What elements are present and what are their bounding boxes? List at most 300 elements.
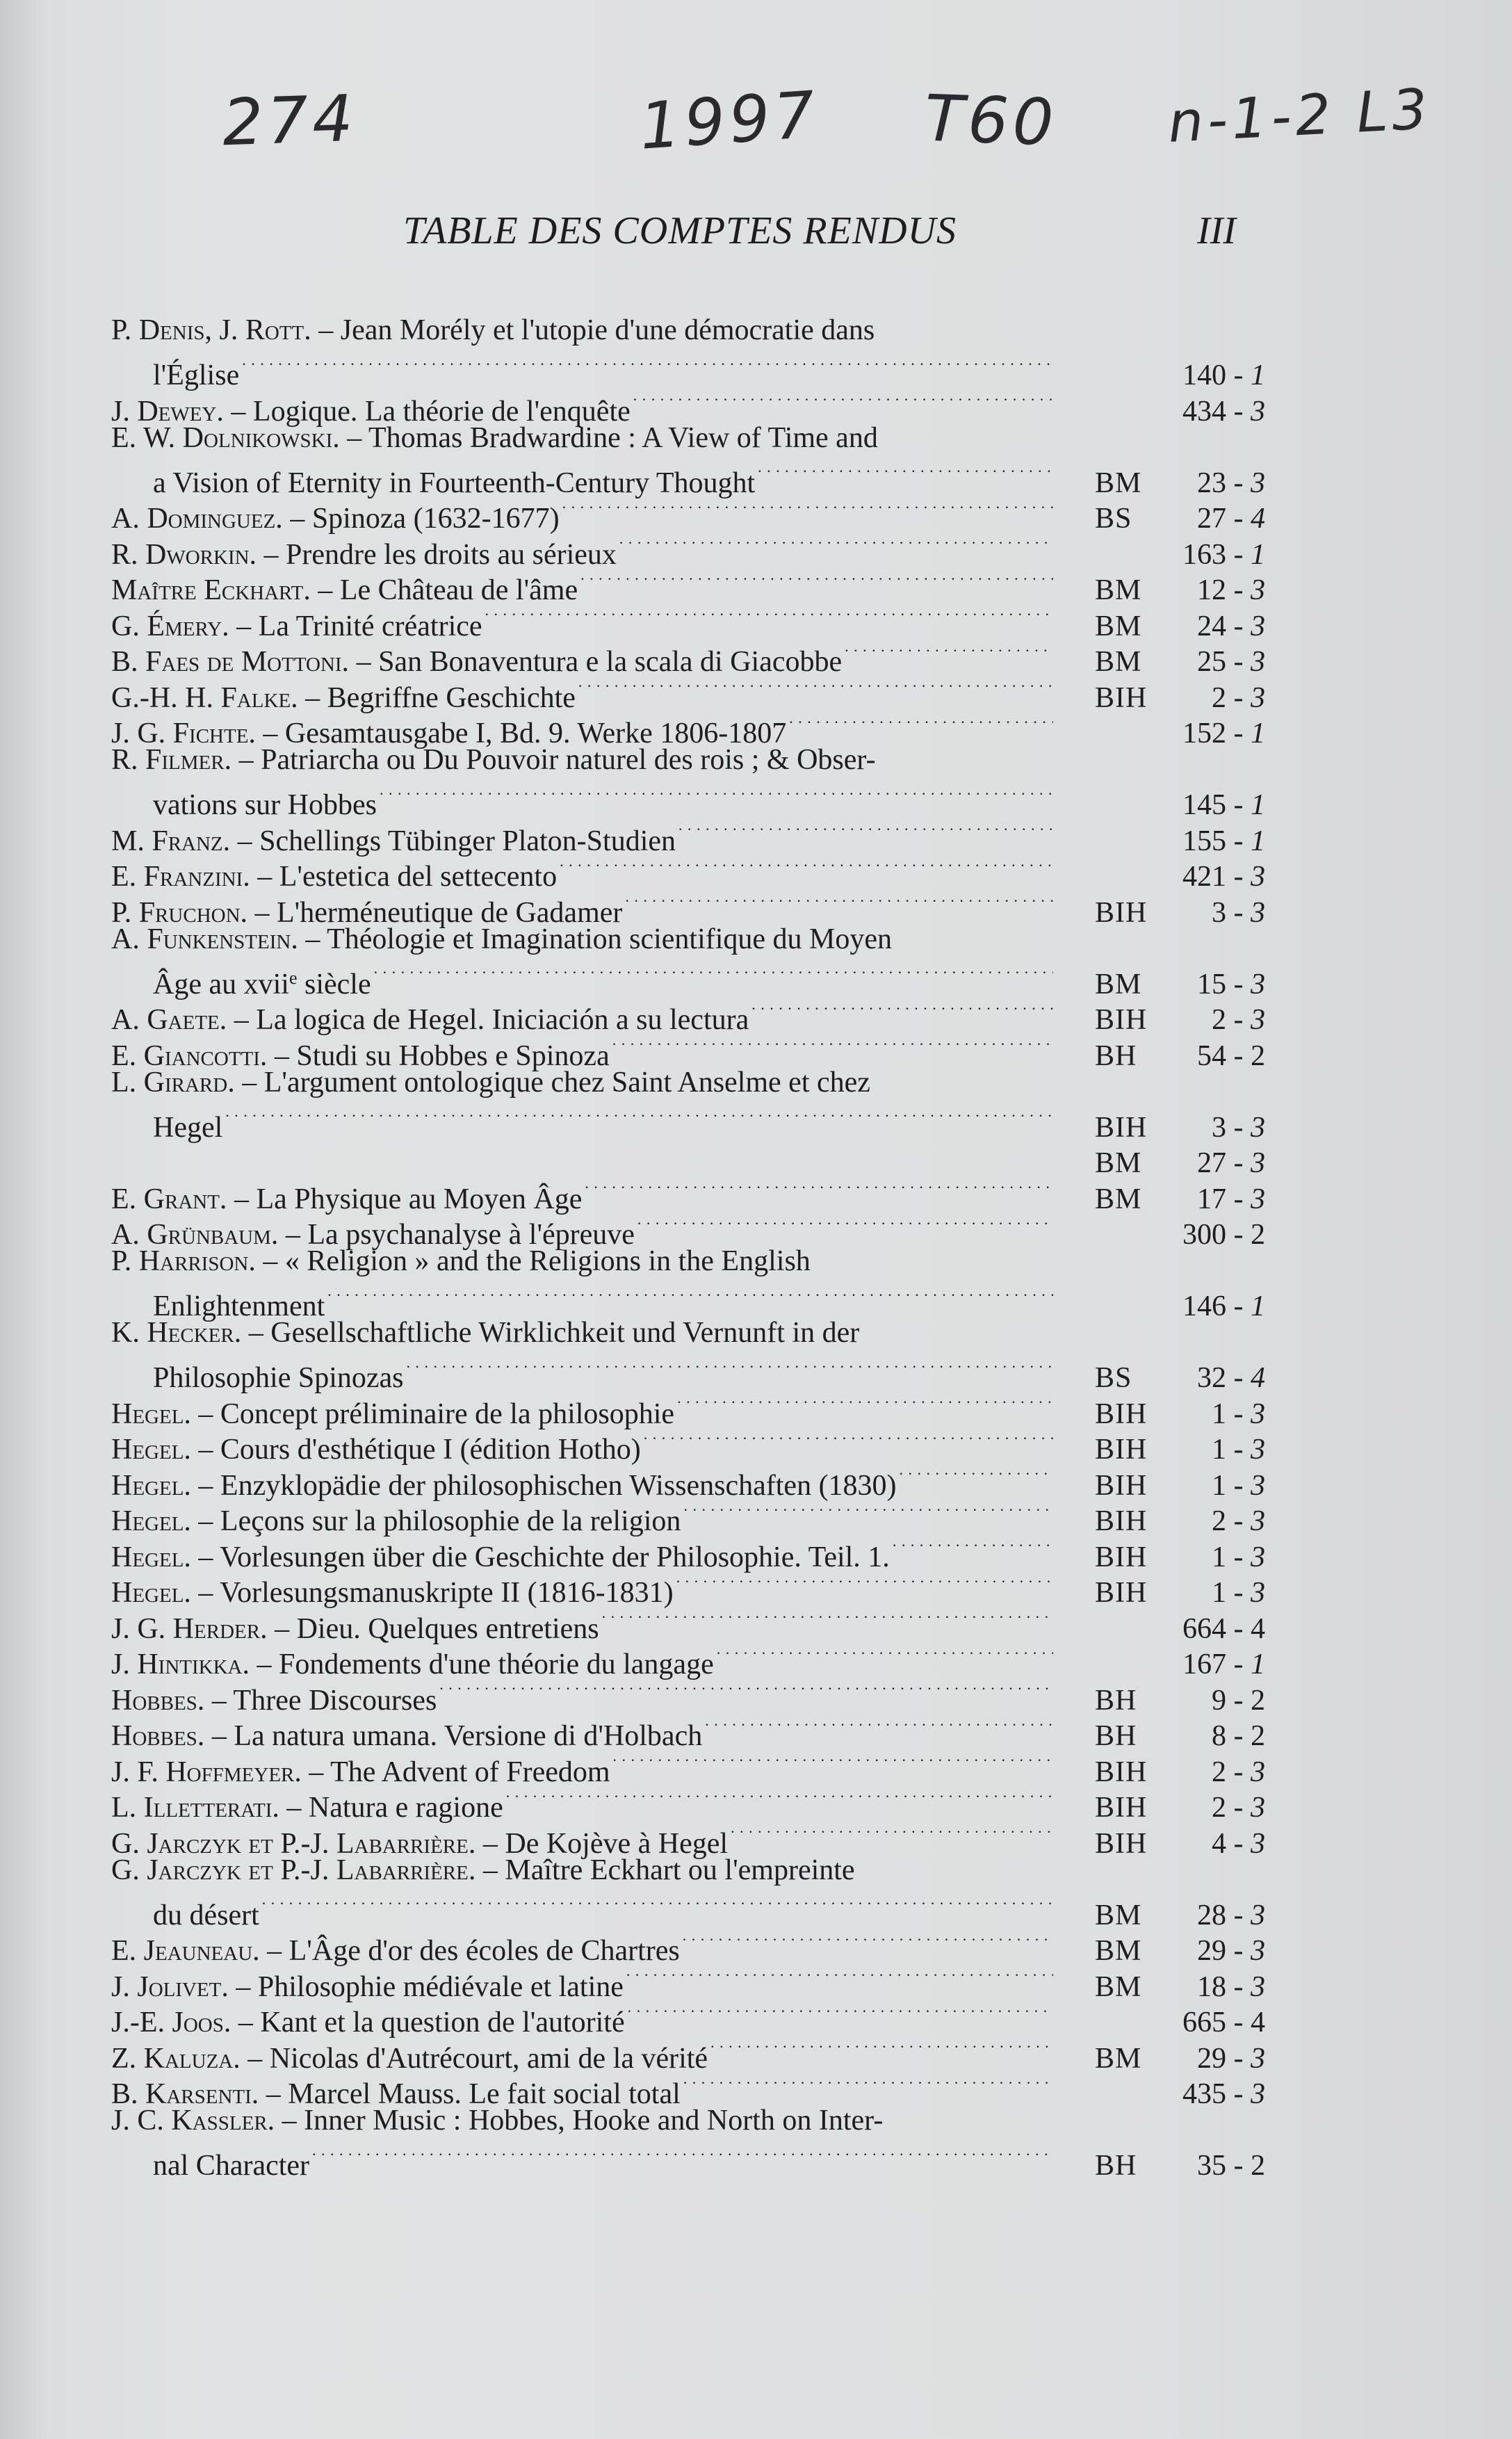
dot-leader [557,850,1053,886]
toc-entry [111,313,1265,391]
journal-abbreviation: BIH [1095,1505,1148,1537]
entry-reference [1053,2148,1265,2185]
entry-title: – L'estetica del settecento [257,861,558,893]
entry-title: – Gesamtausgabe I, Bd. 9. Werke 1806-1807 [263,718,787,749]
entry-reference [1053,1217,1265,1254]
entry-title: – San Bonaventura e la scala di Giacobbe [356,646,843,678]
entry-title: – L'Âge d'or des écoles de Chartres [267,1935,680,1967]
journal-abbreviation: BIH [1095,1004,1148,1036]
entry-reference [1053,2077,1265,2113]
handwritten-note: T60 [923,81,1059,161]
issue-number: 3 [1251,1756,1265,1788]
page-number-ref: 29 - [1197,1935,1244,1967]
page-number-ref: 27 - [1197,1147,1244,1179]
entry-text [111,1683,437,1719]
page-number-ref: 1 - [1212,1434,1244,1466]
toc-entry [111,1065,1265,1179]
entry-author: A. Dominguez. [111,503,283,535]
page-number-ref: 167 - [1182,1648,1244,1680]
page-number-ref: 152 - [1182,718,1244,749]
entry-line-continued [111,1101,1265,1144]
dot-leader [371,957,1053,994]
entry-title: – Vorlesungen über die Geschichte der Philosophie. Teil. 1. [198,1541,890,1573]
entry-title: – L'herméneutique de Gadamer [254,896,623,929]
issue-number: 3 [1251,1970,1265,2003]
dot-leader [890,1530,1053,1566]
title-part: du désert [153,1899,259,1931]
entry-title: – Spinoza (1632-1677) [290,503,560,535]
issue-number: 3 [1251,574,1265,606]
dot-leader [576,671,1053,707]
issue-number: 3 [1251,1397,1265,1430]
entry-reference [1053,1575,1265,1612]
page-number-ref: 25 - [1197,646,1244,678]
issue-number: 1 [1251,789,1265,821]
entry-author: G. Émery. [111,610,229,642]
entry-title-continued [111,1898,259,1934]
entry-author: E. Jeauneau. [111,1935,260,1967]
issue-number: 3 [1251,2078,1265,2110]
page-number-ref: 421 - [1182,861,1244,893]
page-number-ref: 8 - 2 [1212,1720,1265,1752]
issue-number: 1 [1251,1290,1265,1322]
page-reference [1159,716,1265,752]
entry-text [111,2103,883,2139]
entry-title-continued [111,1361,404,1397]
entry-text [111,1575,674,1612]
issue-number: 3 [1251,896,1265,929]
entry-title: – The Advent of Freedom [309,1756,610,1788]
dot-leader [631,384,1053,421]
entry-reference [1053,1289,1265,1325]
page-number-ref: 18 - [1197,1970,1244,2003]
page-number-ref: 27 - [1197,503,1244,535]
entry-title: – Leçons sur la philosophie de la religion [198,1505,681,1537]
title-part: nal Character [153,2150,310,2182]
entry-reference [1053,859,1265,896]
entry-author: R. Filmer. [111,744,232,776]
entry-author: E. Grant. [111,1183,227,1215]
entry-line-continued [111,456,1265,499]
page-reference [1159,394,1265,430]
entry-author: Hegel. [111,1577,191,1609]
journal-abbreviation: BIH [1095,1577,1148,1609]
page-number-ref: 12 - [1197,574,1244,606]
entry-title: – Schellings Tübinger Platon-Studien [237,825,676,857]
page-reference [1159,1790,1265,1826]
dot-leader [309,2139,1053,2175]
page-number-ref: 300 - 2 [1182,1219,1265,1251]
page-number-ref: 4 - [1212,1827,1244,1860]
dot-leader [325,1280,1053,1316]
dot-leader [437,1674,1053,1710]
journal-abbreviation: BIH [1095,1397,1148,1430]
handwritten-note: 1997 [637,77,822,164]
entry-reference [1053,1683,1265,1719]
entry-text [111,2041,708,2077]
page-reference [1159,2041,1265,2077]
page-number-ref: 2 - [1212,1505,1244,1537]
entry-line-continued [111,1280,1265,1322]
entry-text [111,1244,811,1280]
entry-author: E. Franzini. [111,861,250,893]
entry-title: – Gesellschaftliche Wirklichkeit und Vernunft in der [248,1317,860,1349]
toc-entry [111,2103,1265,2182]
journal-abbreviation: BS [1095,503,1132,535]
page-reference [1159,1468,1265,1505]
dot-leader [674,1566,1053,1603]
entry-reference [1053,1790,1265,1826]
entry-author: P. Denis, J. Rott. [111,314,311,346]
entry-reference [1053,2005,1265,2041]
page-reference [1159,681,1265,717]
page-reference [1159,1397,1265,1433]
entry-text [111,537,617,574]
entry-title: – La logica de Hegel. Iniciación a su lectura [234,1004,749,1036]
page-reference [1159,466,1265,502]
page-reference [1159,1934,1265,1970]
entry-reference [1053,1934,1265,1970]
entry-title-continued [111,2148,309,2185]
entry-author: J. Hintikka. [111,1648,250,1680]
page-number-ref: 2 - [1212,681,1244,714]
journal-abbreviation: BM [1095,1970,1142,2003]
page-number-ref: 1 - [1212,1541,1244,1573]
issue-number: 1 [1251,718,1265,749]
title-part: a Vision of Eternity in Fourteenth-Century Thought [153,467,756,499]
dot-leader [560,492,1053,528]
entry-line-continued [111,349,1265,391]
entry-author: M. Franz. [111,825,231,857]
entry-reference [1053,1647,1265,1683]
entry-title: – Jean Morély et l'utopie d'une démocratie dans [318,314,875,346]
page-reference [1159,824,1265,860]
entry-title: – Maître Eckhart ou l'empreinte [482,1854,855,1886]
dot-leader [610,1029,1053,1065]
entry-title-continued [111,1110,222,1146]
entry-text [111,1853,855,1889]
entry-reference [1053,1719,1265,1755]
page-number-ref: 2 - [1212,1792,1244,1824]
toc-entry [111,743,1265,821]
title-part: Hegel [153,1111,223,1144]
journal-abbreviation: BIH [1095,1434,1148,1466]
entry-author: G. Jarczyk et P.-J. Labarrière. [111,1854,476,1886]
issue-number: 3 [1251,1183,1265,1215]
page-number: III [1197,209,1236,252]
entry-reference [1053,1540,1265,1576]
page-number-ref: 2 - [1212,1004,1244,1036]
page-number-ref: 664 - 4 [1182,1612,1265,1645]
entry-text [111,922,892,958]
page-reference [1159,1575,1265,1612]
dot-leader [714,1638,1053,1674]
handwritten-note: 274 [221,81,359,161]
page-reference [1159,1970,1265,2006]
page-reference [1159,1683,1265,1719]
dot-leader [624,1960,1053,1996]
entry-author: J. C. Kassler. [111,2105,275,2137]
entry-reference [1053,681,1265,717]
journal-abbreviation: BIH [1095,1792,1148,1824]
entry-text [111,1504,681,1540]
entry-reference [1053,788,1265,824]
entry-text [111,1612,599,1648]
entry-reference [1053,2041,1265,2077]
entry-reference [1053,1361,1265,1397]
entry-text [111,1182,582,1218]
page-reference [1159,501,1265,537]
journal-abbreviation: BH [1095,1684,1137,1717]
dot-leader [702,1710,1053,1746]
entry-author: Z. Kaluza. [111,2042,241,2075]
entry-author: J. G. Herder. [111,1612,268,1645]
issue-number: 3 [1251,646,1265,678]
page-number-ref: 17 - [1197,1183,1244,1215]
dot-leader [578,564,1053,600]
entry-title: – La natura umana. Versione di d'Holbach [211,1720,703,1752]
entry-author: J. F. Hoffmeyer. [111,1756,302,1788]
entry-reference [1053,1755,1265,1791]
journal-abbreviation: BM [1095,467,1142,499]
entry-author: Hegel. [111,1397,191,1430]
entry-author: G.-H. H. Falke. [111,681,298,714]
entry-reference [1053,1970,1265,2006]
page-number-ref: 28 - [1197,1899,1244,1931]
entry-reference [1053,537,1265,574]
page-reference [1159,2005,1265,2041]
entry-line-continued [111,1352,1265,1394]
entry-reference [1053,394,1265,430]
issue-number: 3 [1251,1111,1265,1144]
page-number-ref: 163 - [1182,538,1244,571]
issue-number: 3 [1251,1899,1265,1931]
page-reference [1159,1612,1265,1648]
dot-leader [786,707,1053,743]
page-reference [1159,788,1265,824]
entry-reference [1053,716,1265,752]
title-part: l'Église [153,359,240,391]
entry-text [111,1970,624,2006]
entry-reference [1053,1182,1265,1218]
issue-number: 3 [1251,2042,1265,2075]
entry-text [111,743,876,779]
entry-reference [1053,824,1265,860]
entry-title: – Kant et la question de l'autorité [238,2007,625,2039]
entry-text [111,1397,674,1433]
journal-abbreviation: BH [1095,1039,1137,1072]
entry-title: – Vorlesungsmanuskripte II (1816-1831) [198,1577,674,1609]
entry-author: Hobbes. [111,1684,205,1717]
entry-title: – Three Discourses [211,1684,437,1717]
title-part: vations sur Hobbes [153,789,377,821]
page-reference [1159,2077,1265,2113]
page-reference [1159,358,1265,394]
journal-abbreviation: BM [1095,968,1142,1000]
dot-leader [749,994,1053,1030]
toc-entry [111,1315,1265,1394]
dot-leader [625,1996,1053,2032]
entry-title: – Fondements d'une théorie du langage [257,1648,714,1680]
page-number-ref: 1 - [1212,1397,1244,1430]
page-number-ref: 35 - 2 [1197,2150,1265,2182]
issue-number: 3 [1251,968,1265,1000]
entry-reference [1053,1039,1265,1075]
entry-author: A. Funkenstein. [111,923,298,955]
page-number-ref: 3 - [1212,896,1244,929]
entry-title: – De Kojève à Hegel [482,1827,729,1860]
issue-number: 3 [1251,1792,1265,1824]
dot-leader [755,456,1053,492]
page-reference [1159,1755,1265,1791]
issue-number: 4 [1251,503,1265,535]
page-reference [1159,1146,1265,1182]
entry-author: Hobbes. [111,1720,205,1752]
issue-number: 3 [1251,1147,1265,1179]
entry-title: – Studi su Hobbes e Spinoza [274,1039,610,1072]
journal-abbreviation: BIH [1095,1827,1148,1860]
entry-reference [1053,1432,1265,1468]
entry-author: Hegel. [111,1541,191,1573]
entry-author: J. Jolivet. [111,1970,229,2003]
dot-leader [239,349,1053,385]
dot-leader [617,528,1053,564]
issue-number: 1 [1251,538,1265,571]
page-number-ref: 23 - [1197,467,1244,499]
entry-title: – La psychanalyse à l'épreuve [285,1219,635,1251]
entry-title: – Nicolas d'Autrécourt, ami de la vérité [247,2042,708,2075]
toc-entry [111,1244,1265,1322]
issue-number: 3 [1251,1505,1265,1537]
entry-author: G. Jarczyk et P.-J. Labarrière. [111,1827,476,1860]
entry-reference [1053,501,1265,537]
page-number-ref: 145 - [1182,789,1244,821]
issue-number: 3 [1251,610,1265,642]
page-reference [1159,1289,1265,1325]
entry-author: B. Karsenti. [111,2078,259,2110]
dot-leader [676,814,1053,850]
table-of-reviews [111,313,1265,2182]
entry-author: Hegel. [111,1469,191,1502]
entry-line-continued [111,779,1265,821]
journal-abbreviation: BIH [1095,1469,1148,1502]
journal-abbreviation: BM [1095,1935,1142,1967]
entry-reference [1053,358,1265,394]
page-number-ref: 140 - [1182,359,1244,391]
page-number-ref: 435 - [1182,2078,1244,2110]
entry-author: A. Gaete. [111,1004,227,1036]
entry-title: – Philosophie médiévale et latine [236,1970,624,2003]
page-reference [1159,967,1265,1003]
page-number-ref: 32 - [1197,1362,1244,1394]
entry-author: Hegel. [111,1434,191,1466]
entry-text [111,1790,503,1826]
entry-reference [1053,609,1265,645]
entry-text [111,681,576,717]
journal-abbreviation: BS [1095,1362,1132,1394]
entry-text [111,859,557,896]
dot-leader [503,1781,1053,1817]
page-reference [1159,1039,1265,1075]
entry-title: – Patriarcha ou Du Pouvoir naturel des rois ; & Obser- [238,744,876,776]
entry-text [111,421,878,457]
entry-text [111,1934,680,1970]
page-reference [1159,1540,1265,1576]
page-number-ref: 54 - 2 [1197,1039,1265,1072]
entry-author: A. Grünbaum. [111,1219,279,1251]
entry-title: – Natura e ragione [286,1792,503,1824]
entry-line-continued [111,1888,1265,1931]
page-reference [1159,1504,1265,1540]
dot-leader [222,1101,1053,1137]
journal-abbreviation: BH [1095,2150,1137,2182]
dot-leader [641,1423,1053,1459]
page-number-ref: 146 - [1182,1290,1244,1322]
journal-abbreviation: BM [1095,2042,1142,2075]
issue-number: 3 [1251,1541,1265,1573]
entry-title: – Théologie et Imagination scientifique du Moyen [305,923,893,955]
title-part: Âge au xvii [153,968,289,1000]
page-number-ref: 29 - [1197,2042,1244,2075]
page-reference [1159,1182,1265,1218]
superscript: e [288,967,298,988]
journal-abbreviation: BH [1095,1720,1137,1752]
entry-title: – Marcel Mauss. Le fait social total [266,2078,681,2110]
entry-title-continued [111,960,371,1003]
issue-number: 1 [1251,825,1265,857]
entry-title-continued [111,788,377,824]
journal-abbreviation: BM [1095,610,1142,642]
journal-abbreviation: BM [1095,1147,1142,1179]
handwritten-note: n-1-2 L3 [1166,76,1433,155]
dot-leader [259,1888,1053,1925]
dot-leader [377,779,1053,815]
issue-number: 3 [1251,1434,1265,1466]
entry-title: – Enzyklopädie der philosophischen Wissenschaften (1830) [198,1469,897,1502]
title-part: siècle [297,968,371,1000]
toc-entry [111,421,1265,499]
journal-abbreviation: BIH [1095,1756,1148,1788]
issue-number: 3 [1251,395,1265,428]
issue-number: 3 [1251,1935,1265,1967]
page-number-ref: 665 - 4 [1182,2007,1265,2039]
entry-author: L. Girard. [111,1066,235,1099]
page-reference [1159,609,1265,645]
dot-leader [728,1817,1053,1853]
entry-line-continued [111,2139,1265,2182]
dot-leader [897,1459,1053,1495]
entry-title: – La Trinité créatrice [236,610,482,642]
entry-text [111,2005,625,2041]
journal-abbreviation: BIH [1095,1541,1148,1573]
dot-leader [599,1602,1053,1638]
entry-author: B. Faes de Mottoni. [111,646,350,678]
issue-number: 1 [1251,359,1265,391]
entry-text [111,609,482,645]
entry-author: L. Illetterati. [111,1792,279,1824]
page-reference [1159,537,1265,574]
entry-reference [1053,1397,1265,1433]
page-number-ref: 15 - [1197,968,1244,1000]
entry-author: E. Giancotti. [111,1039,268,1072]
entry-title: – Prendre les droits au sérieux [263,538,617,571]
issue-number: 3 [1251,1827,1265,1860]
entry-text [111,1432,641,1468]
issue-number: 4 [1251,1362,1265,1394]
entry-title: – Inner Music : Hobbes, Hooke and North on Inter- [282,2105,884,2137]
entry-title: – Thomas Bradwardine : A View of Time and [347,421,878,454]
page-reference [1159,2148,1265,2185]
